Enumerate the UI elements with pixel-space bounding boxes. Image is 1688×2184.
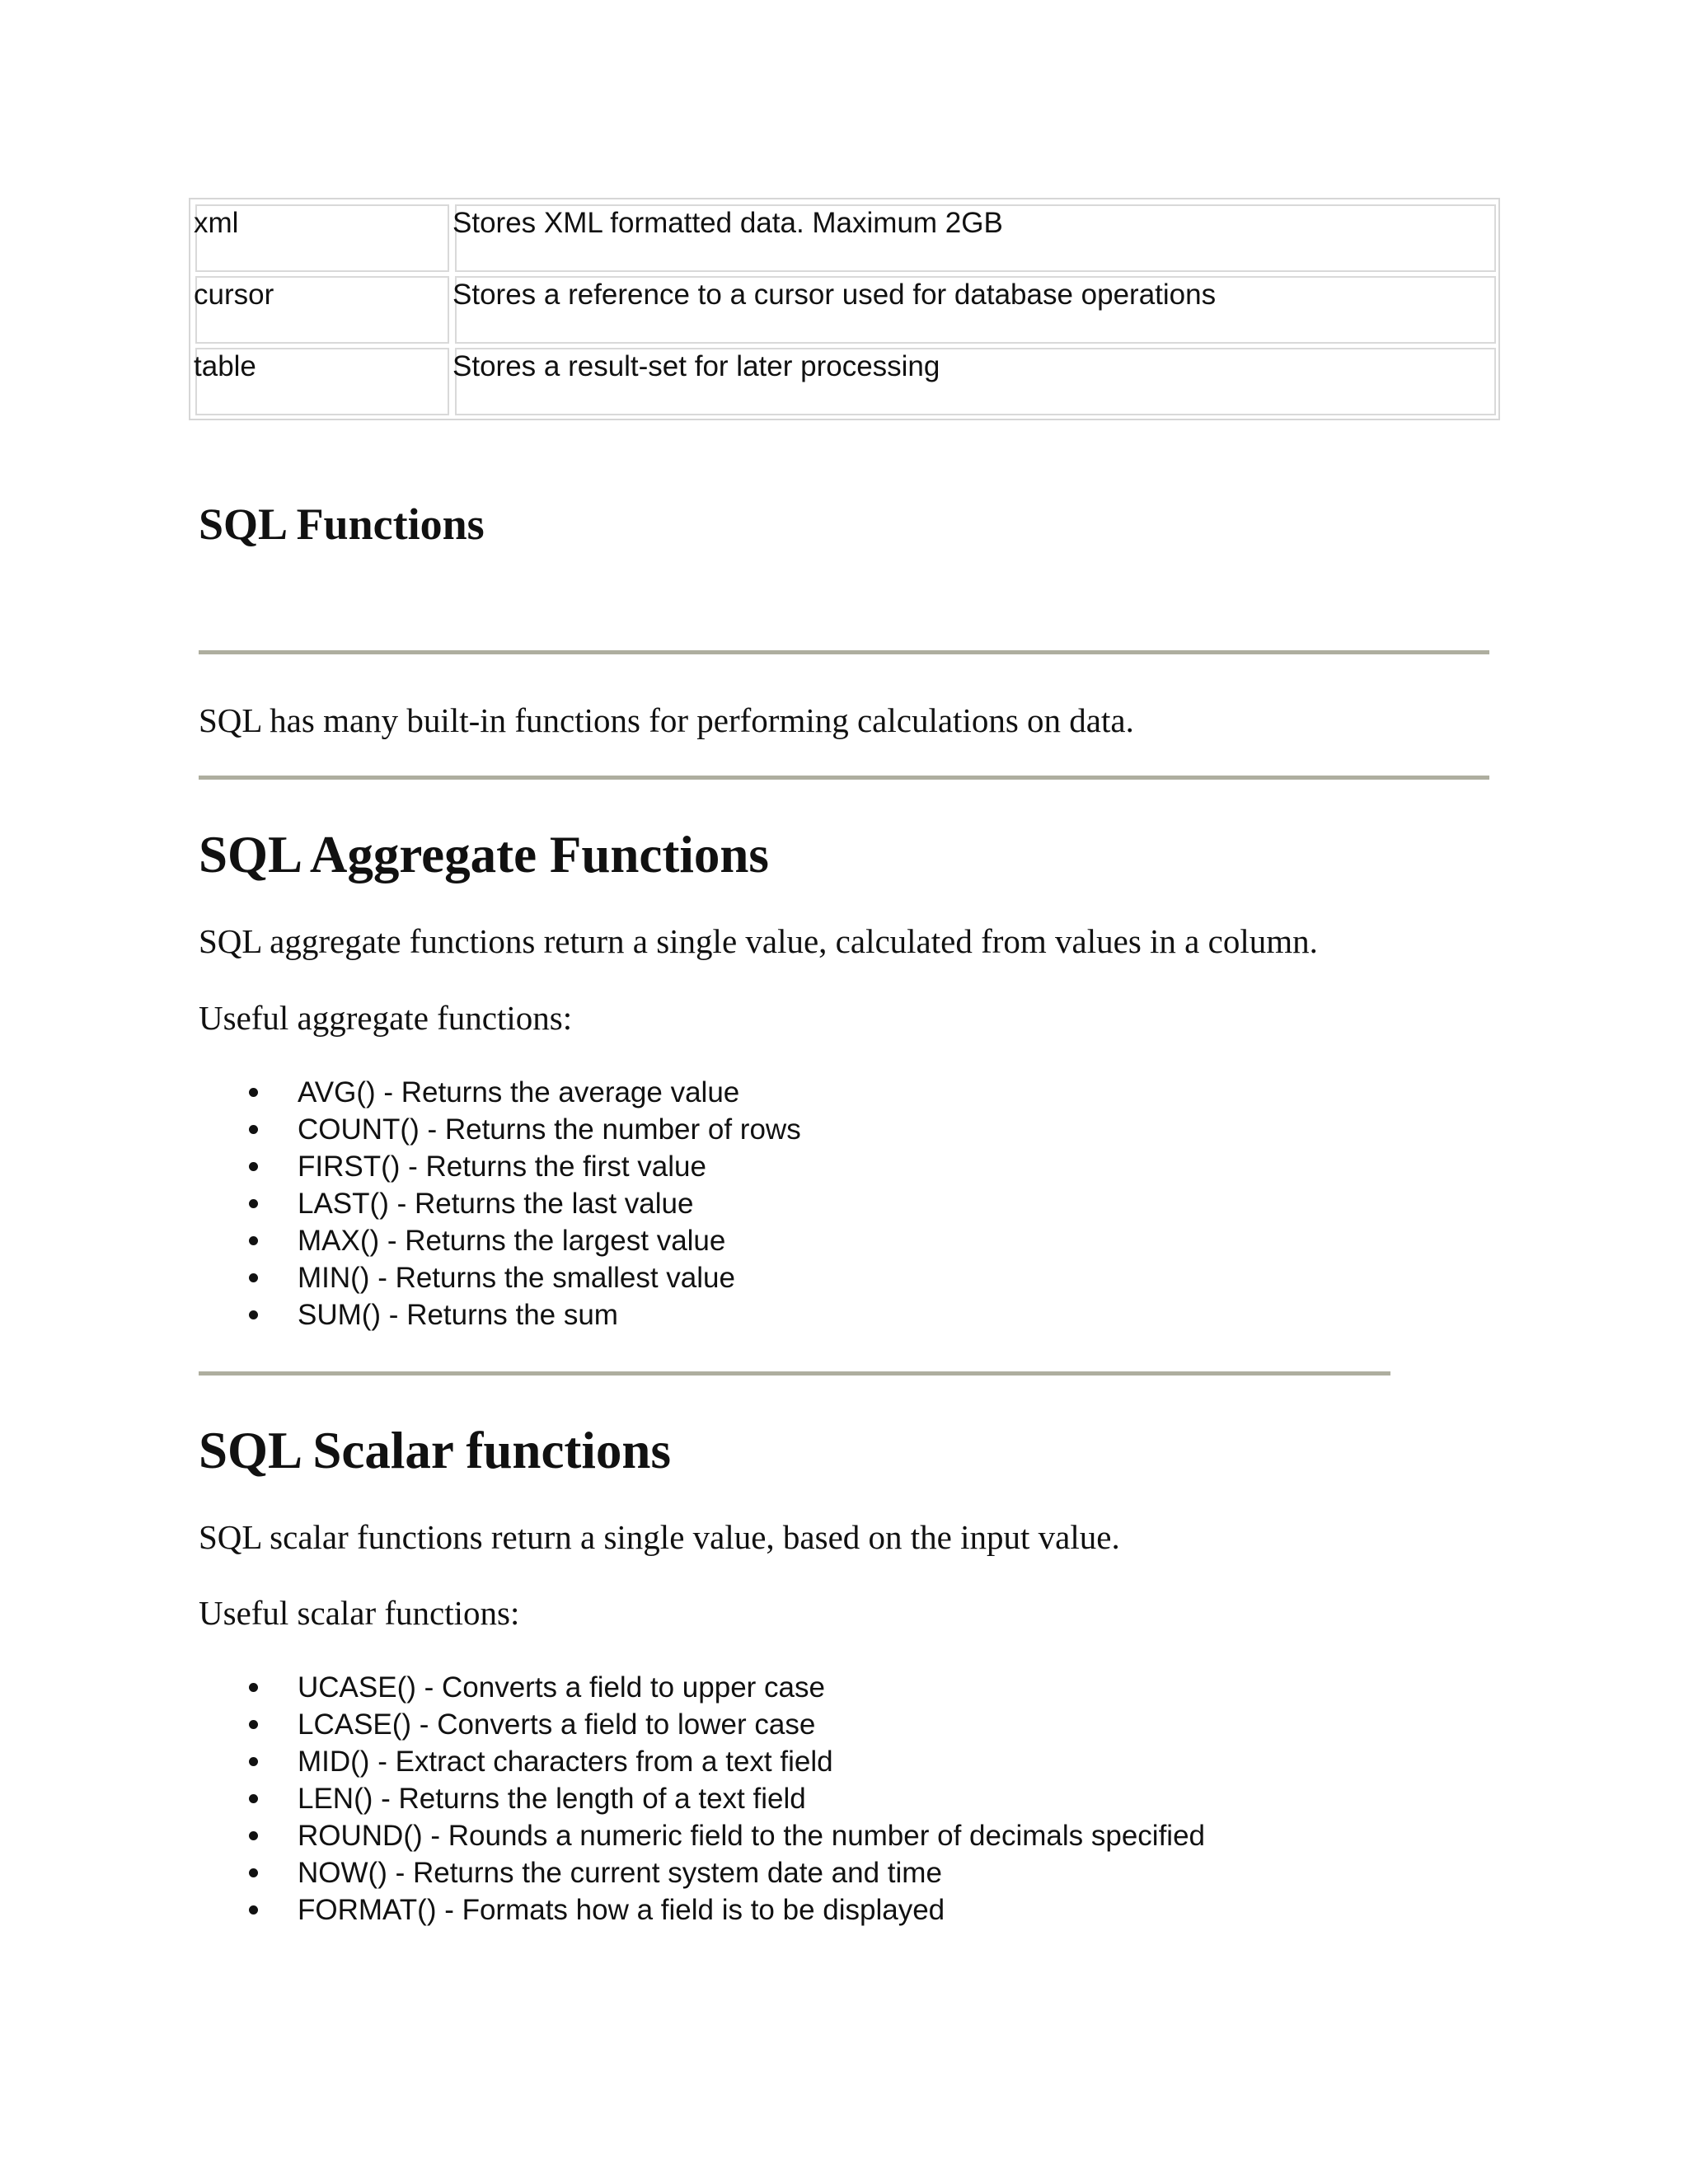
bullet-icon	[249, 1905, 258, 1915]
bullet-icon	[249, 1088, 258, 1097]
aggregate-heading: SQL Aggregate Functions	[199, 826, 769, 883]
table-row	[190, 276, 1498, 348]
functions-intro: SQL has many built-in functions for performing calculations on data.	[199, 701, 1134, 739]
functions-heading: SQL Functions	[199, 499, 485, 549]
data-type-name: table	[194, 350, 256, 382]
list-item-text: FIRST() - Returns the first value	[298, 1151, 706, 1183]
bullet-icon	[249, 1310, 258, 1319]
bullet-icon	[249, 1757, 258, 1766]
divider	[199, 650, 1489, 654]
list-item-text: MAX() - Returns the largest value	[298, 1225, 726, 1257]
list-item-text: LAST() - Returns the last value	[298, 1188, 694, 1220]
list-item-text: ROUND() - Rounds a numeric field to the number of decimals specified	[298, 1820, 1205, 1852]
divider	[199, 1371, 1390, 1376]
aggregate-list-intro: Useful aggregate functions:	[199, 999, 573, 1037]
bullet-icon	[249, 1236, 258, 1245]
list-item-text: UCASE() - Converts a field to upper case	[298, 1671, 825, 1704]
bullet-icon	[249, 1720, 258, 1729]
bullet-icon	[249, 1794, 258, 1803]
data-type-description: Stores XML formatted data. Maximum 2GB	[452, 207, 1003, 239]
aggregate-description: SQL aggregate functions return a single value, calculated from values in a column.	[199, 922, 1318, 960]
data-types-table	[189, 198, 1500, 420]
data-type-name: xml	[194, 207, 239, 239]
list-item-text: LCASE() - Converts a field to lower case	[298, 1708, 816, 1741]
list-item-text: MIN() - Returns the smallest value	[298, 1262, 735, 1294]
list-item-text: NOW() - Returns the current system date and time	[298, 1857, 942, 1889]
list-item-text: MID() - Extract characters from a text field	[298, 1746, 833, 1778]
list-item-text: FORMAT() - Formats how a field is to be displayed	[298, 1894, 945, 1926]
list-item-text: SUM() - Returns the sum	[298, 1299, 618, 1331]
data-type-description: Stores a result-set for later processing	[452, 350, 940, 382]
data-type-description: Stores a reference to a cursor used for database operations	[452, 279, 1217, 311]
table-row	[190, 204, 1498, 276]
bullet-icon	[249, 1831, 258, 1840]
divider	[199, 776, 1489, 780]
list-item-text: AVG() - Returns the average value	[298, 1076, 740, 1108]
bullet-icon	[249, 1273, 258, 1282]
bullet-icon	[249, 1125, 258, 1134]
table-row	[190, 348, 1498, 419]
list-item-text: LEN() - Returns the length of a text field	[298, 1783, 806, 1815]
bullet-icon	[249, 1683, 258, 1692]
scalar-description: SQL scalar functions return a single value, based on the input value.	[199, 1518, 1120, 1556]
bullet-icon	[249, 1868, 258, 1877]
data-type-name: cursor	[194, 279, 274, 311]
scalar-list-intro: Useful scalar functions:	[199, 1594, 520, 1632]
bullet-icon	[249, 1199, 258, 1208]
list-item-text: COUNT() - Returns the number of rows	[298, 1113, 801, 1146]
bullet-icon	[249, 1162, 258, 1171]
scalar-heading: SQL Scalar functions	[199, 1422, 671, 1479]
